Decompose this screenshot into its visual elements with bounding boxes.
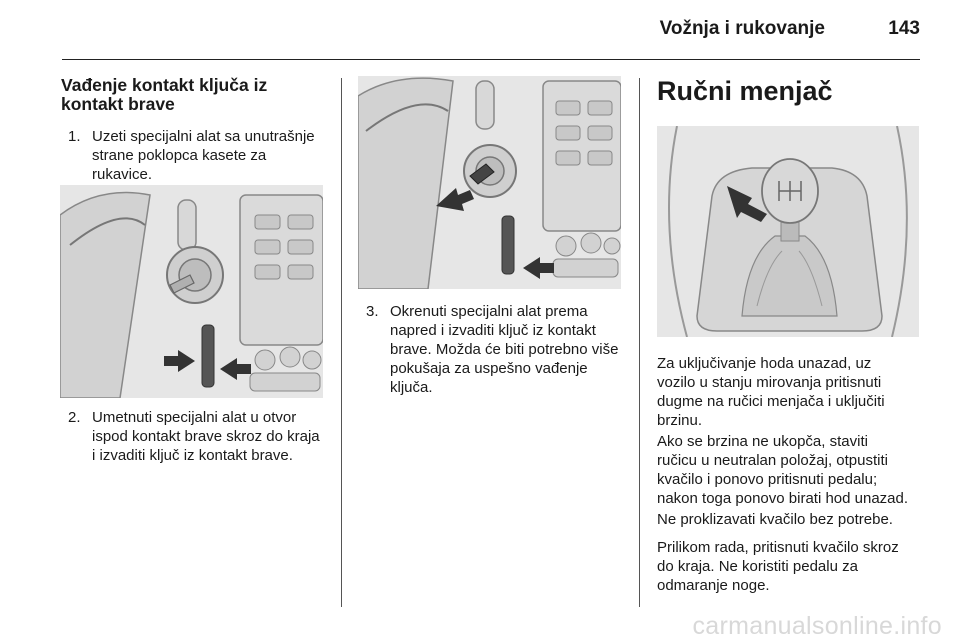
step-3-line-5: ključa. bbox=[390, 379, 433, 396]
illustration-tool-insertion bbox=[60, 185, 323, 398]
section-heading-manual-transmission: Ručni menjač bbox=[657, 76, 833, 106]
step-2-line-2: ispod kontakt brave skroz do kraja bbox=[92, 428, 320, 445]
page-header bbox=[0, 0, 960, 60]
watermark: carmanualsonline.info bbox=[692, 612, 942, 640]
paragraph-4-line-2: do kraja. Ne koristiti pedalu za bbox=[657, 558, 858, 575]
step-3-line-1: Okrenuti specijalni alat prema bbox=[390, 303, 588, 320]
step-3-number: 3. bbox=[366, 303, 379, 320]
step-3-line-2: napred i izvaditi ključ iz kontakt bbox=[390, 322, 596, 339]
illustration-gear-lever bbox=[657, 126, 919, 337]
column-divider-left bbox=[341, 78, 342, 607]
illustration-key-extraction bbox=[358, 76, 621, 289]
paragraph-1-line-4: brzinu. bbox=[657, 412, 703, 429]
section-heading-key-removal: Vađenje kontakt ključa iz kontakt brave bbox=[61, 75, 268, 114]
paragraph-2-line-2: ručicu u neutralan položaj, otpustiti bbox=[657, 452, 888, 469]
paragraph-4-line-1: Prilikom rada, pritisnuti kvačilo skroz bbox=[657, 539, 899, 556]
page-number: 143 bbox=[888, 18, 920, 39]
paragraph-gear-not-engaging bbox=[657, 432, 932, 508]
paragraph-reverse-gear bbox=[657, 354, 922, 430]
paragraph-clutch-slip bbox=[657, 510, 922, 529]
column-divider-right bbox=[639, 78, 640, 607]
paragraph-1-line-3: dugme na ručici menjača i uključiti bbox=[657, 393, 885, 410]
header-rule bbox=[62, 59, 920, 60]
step-1-number: 1. bbox=[68, 128, 81, 145]
paragraph-1-line-1: Za uključivanje hoda unazad, uz bbox=[657, 355, 872, 372]
step-1-line-3: rukavice. bbox=[92, 166, 153, 183]
paragraph-2-line-3: kvačilo i ponovo pritisnuti pedalu; bbox=[657, 471, 878, 488]
paragraph-2-line-4: nakon toga ponovo birati hod unazad. bbox=[657, 490, 909, 507]
step-2-line-1: Umetnuti specijalni alat u otvor bbox=[92, 409, 297, 426]
paragraph-4-line-3: odmaranje noge. bbox=[657, 577, 770, 594]
step-1-line-2: strane poklopca kasete za bbox=[92, 147, 267, 164]
step-1-line-1: Uzeti specijalni alat sa unutrašnje bbox=[92, 128, 315, 145]
header-title: Vožnja i rukovanje bbox=[659, 18, 825, 39]
step-3-line-4: pokušaja za uspešno vađenje bbox=[390, 360, 588, 377]
paragraph-1-line-2: vozilo u stanju mirovanja pritisnuti bbox=[657, 374, 882, 391]
paragraph-clutch-usage bbox=[657, 538, 922, 595]
paragraph-2-line-1: Ako se brzina ne ukopča, staviti bbox=[657, 433, 868, 450]
paragraph-3-line-1: Ne proklizavati kvačilo bez potrebe. bbox=[657, 511, 893, 528]
step-2-number: 2. bbox=[68, 409, 81, 426]
step-2-line-3: i izvaditi ključ iz kontakt brave. bbox=[92, 447, 293, 464]
step-3-line-3: brave. Možda će biti potrebno više bbox=[390, 341, 619, 358]
